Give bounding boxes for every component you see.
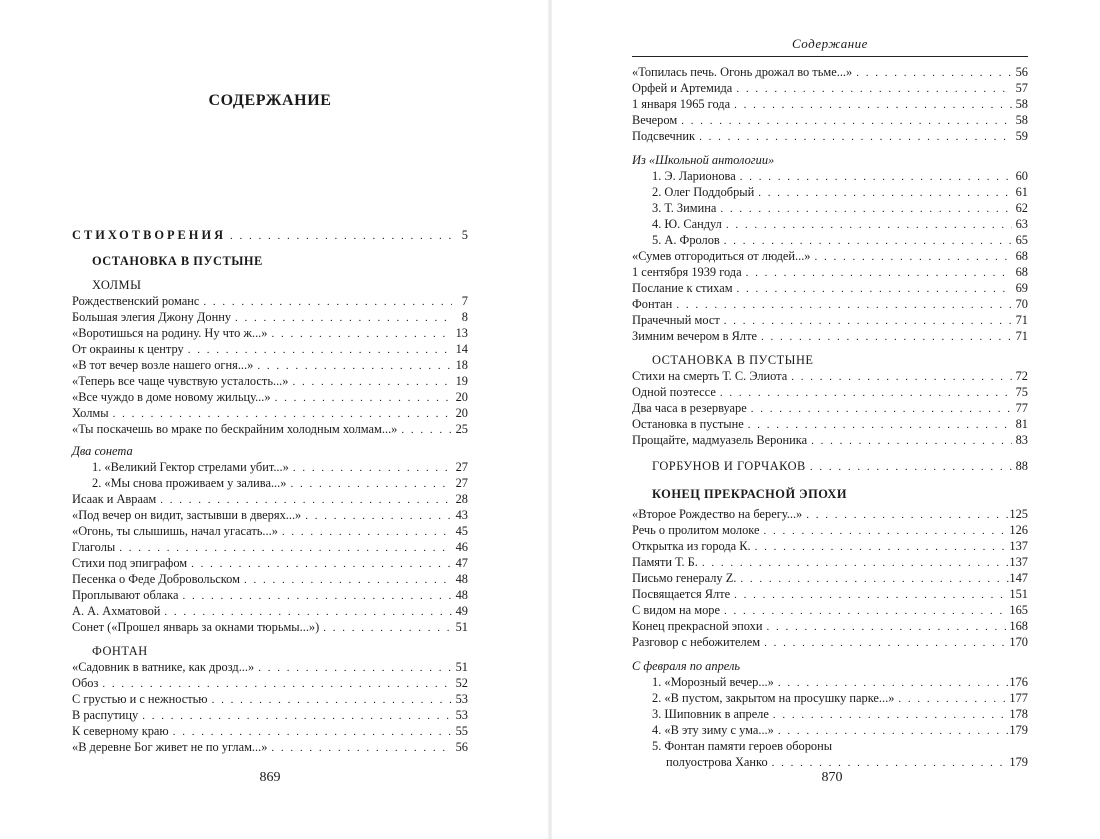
toc-entry-title: 4. «В эту зиму с ума...» xyxy=(652,723,774,737)
toc-page-number: 20 xyxy=(455,390,468,404)
toc-page-number: 58 xyxy=(1015,97,1028,111)
toc-entry-title: Прощайте, мадмуазель Вероника xyxy=(632,433,808,447)
toc-entry[interactable] xyxy=(72,357,468,373)
toc-page-number: 48 xyxy=(455,572,468,586)
right-toc-column xyxy=(632,64,1028,770)
toc-entry-title: Холмы xyxy=(72,406,109,420)
toc-page-number: 56 xyxy=(1015,65,1028,79)
toc-entry[interactable] xyxy=(72,603,468,619)
toc-part-title: СТИХОТВОРЕНИЯ xyxy=(72,228,227,242)
toc-entry[interactable] xyxy=(72,707,468,723)
toc-entry-title: полуострова Ханко xyxy=(666,755,768,769)
toc-entry[interactable] xyxy=(72,491,468,507)
toc-entry[interactable] xyxy=(72,587,468,603)
toc-page-number: 65 xyxy=(1015,233,1028,247)
toc-page-number: 168 xyxy=(1009,619,1028,633)
toc-page-number: 51 xyxy=(455,620,468,634)
toc-entry[interactable] xyxy=(632,722,1028,738)
toc-entry-title: Сонет («Прошел январь за окнами тюрьмы...») xyxy=(72,620,320,634)
toc-page-number: 48 xyxy=(455,588,468,602)
toc-entry-title: 4. Ю. Сандул xyxy=(652,217,722,231)
toc-entry[interactable] xyxy=(72,507,468,523)
toc-page-number: 14 xyxy=(455,342,468,356)
toc-entry-title: Разговор с небожителем xyxy=(632,635,761,649)
toc-entry[interactable] xyxy=(72,389,468,405)
toc-list-fontan xyxy=(72,659,468,755)
toc-entry[interactable] xyxy=(632,618,1028,634)
toc-page-number: 52 xyxy=(455,676,468,690)
toc-entry[interactable] xyxy=(632,216,1028,232)
page-number-left: 869 xyxy=(259,770,281,785)
toc-page-number: 69 xyxy=(1015,281,1028,295)
toc-entry-title: 3. Шиповник в апреле xyxy=(652,707,769,721)
toc-page-number: 126 xyxy=(1009,523,1028,537)
toc-entry-title: Песенка о Феде Добровольском xyxy=(72,572,240,586)
toc-list-dva-soneta xyxy=(72,491,468,635)
toc-entry[interactable] xyxy=(632,690,1028,706)
toc-page-number: 61 xyxy=(1015,185,1028,199)
toc-entry[interactable] xyxy=(632,416,1028,432)
toc-page-number: 176 xyxy=(1009,675,1028,689)
toc-entry-title: Фонтан xyxy=(632,297,673,311)
toc-entry[interactable] xyxy=(632,184,1028,200)
toc-entry[interactable] xyxy=(632,264,1028,280)
toc-entry[interactable] xyxy=(632,384,1028,400)
toc-entry-title: 2. «В пустом, закрытом на просушку парке...» xyxy=(652,691,895,705)
running-head-rule xyxy=(632,56,1028,57)
toc-entry[interactable] xyxy=(632,634,1028,650)
toc-entry[interactable] xyxy=(632,312,1028,328)
toc-entry[interactable] xyxy=(632,232,1028,248)
toc-entry[interactable] xyxy=(632,538,1028,554)
left-toc-column xyxy=(72,227,468,755)
toc-page-number: 83 xyxy=(1015,433,1028,447)
toc-entry-title: «Теперь все чаще чувствую усталость...» xyxy=(72,374,289,388)
toc-part-entry[interactable] xyxy=(72,227,468,243)
toc-entry[interactable] xyxy=(72,555,468,571)
toc-group-heading: ХОЛМЫ xyxy=(92,278,142,292)
toc-entry[interactable] xyxy=(632,522,1028,538)
toc-page-number: 178 xyxy=(1009,707,1028,721)
toc-sublist-dva-soneta xyxy=(72,459,468,491)
toc-page-number: 43 xyxy=(455,508,468,522)
toc-sublist-anthology xyxy=(632,168,1028,248)
toc-page-number: 68 xyxy=(1015,249,1028,263)
toc-entry-title: Открытка из города К. xyxy=(632,539,751,553)
toc-entry[interactable] xyxy=(72,619,468,635)
toc-entry[interactable] xyxy=(72,405,468,421)
page-number-right: 870 xyxy=(821,770,843,785)
toc-page-number: 47 xyxy=(455,556,468,570)
toc-section-heading: ОСТАНОВКА В ПУСТЫНЕ xyxy=(92,254,263,268)
toc-entry-title: Речь о пролитом молоке xyxy=(632,523,760,537)
toc-page-number: 70 xyxy=(1015,297,1028,311)
toc-page-number: 71 xyxy=(1015,329,1028,343)
toc-group-heading: С февраля по апрель xyxy=(632,659,740,673)
toc-entry-title: «Под вечер он видит, застывши в дверях...» xyxy=(72,508,302,522)
toc-page-number: 147 xyxy=(1009,571,1028,585)
toc-page-number: 7 xyxy=(461,294,468,308)
toc-entry-title: Орфей и Артемида xyxy=(632,81,733,95)
toc-page-number: 27 xyxy=(455,476,468,490)
page-title: СОДЕРЖАНИЕ xyxy=(208,92,332,109)
toc-page-number: 77 xyxy=(1015,401,1028,415)
toc-entry-title: Стихи на смерть Т. С. Элиота xyxy=(632,369,788,383)
toc-entry[interactable] xyxy=(632,570,1028,586)
toc-entry[interactable] xyxy=(72,675,468,691)
toc-page-number: 179 xyxy=(1009,755,1028,769)
toc-page-number: 57 xyxy=(1015,81,1028,95)
toc-page-number: 20 xyxy=(455,406,468,420)
toc-entry-title: «Садовник в ватнике, как дрозд...» xyxy=(72,660,255,674)
toc-entry-title: Обоз xyxy=(72,676,99,690)
toc-page-number: 170 xyxy=(1009,635,1028,649)
toc-group-heading: Из «Школьной антологии» xyxy=(632,153,775,167)
toc-entry[interactable] xyxy=(72,723,468,739)
toc-entry-title: 1. «Великий Гектор стрелами убит...» xyxy=(92,460,289,474)
toc-entry[interactable] xyxy=(632,706,1028,722)
toc-entry[interactable] xyxy=(632,554,1028,570)
toc-entry[interactable] xyxy=(632,64,1028,80)
toc-entry[interactable] xyxy=(632,296,1028,312)
toc-entry[interactable] xyxy=(72,373,468,389)
toc-page-number: 81 xyxy=(1015,417,1028,431)
toc-page-number: 59 xyxy=(1015,129,1028,143)
toc-entry[interactable] xyxy=(72,293,468,309)
toc-entry-title: «Все чуждо в доме новому жильцу...» xyxy=(72,390,271,404)
toc-page-number: 46 xyxy=(455,540,468,554)
toc-page-number: 5 xyxy=(461,228,468,242)
toc-entry-line: 5. Фонтан памяти героев обороны xyxy=(652,739,833,753)
toc-entry-title: «В деревне Бог живет не по углам...» xyxy=(72,740,268,754)
toc-page-number: 63 xyxy=(1015,217,1028,231)
toc-list-top xyxy=(632,64,1028,144)
toc-page-number: 60 xyxy=(1015,169,1028,183)
toc-entry[interactable] xyxy=(72,421,468,437)
toc-entry[interactable] xyxy=(72,539,468,555)
toc-list-holmy xyxy=(72,293,468,437)
toc-entry-title: «В тот вечер возле нашего огня...» xyxy=(72,358,254,372)
toc-entry-title: 1 января 1965 года xyxy=(632,97,731,111)
toc-sublist-fevral xyxy=(632,674,1028,738)
toc-page-number: 151 xyxy=(1009,587,1028,601)
toc-entry[interactable] xyxy=(632,112,1028,128)
toc-entry[interactable] xyxy=(72,325,468,341)
toc-entry-title: «Ты поскачешь во мраке по бескрайним холодным холмам...» xyxy=(72,422,398,436)
toc-entry-title: «Сумев отгородиться от людей...» xyxy=(632,249,811,263)
toc-entry-title: Одной поэтессе xyxy=(632,385,716,399)
toc-entry-title: Посвящается Ялте xyxy=(632,587,731,601)
toc-entry[interactable] xyxy=(632,96,1028,112)
toc-entry[interactable] xyxy=(72,523,468,539)
toc-entry-title: А. А. Ахматовой xyxy=(72,604,161,618)
toc-entry-title: Проплывают облака xyxy=(72,588,179,602)
toc-page-number: 13 xyxy=(455,326,468,340)
toc-entry[interactable] xyxy=(632,754,1028,770)
toc-entry[interactable] xyxy=(72,691,468,707)
toc-section-heading: КОНЕЦ ПРЕКРАСНОЙ ЭПОХИ xyxy=(652,487,847,501)
toc-entry-title: «Воротишься на родину. Ну что ж...» xyxy=(72,326,268,340)
toc-page-number: 58 xyxy=(1015,113,1028,127)
toc-entry-title: Глаголы xyxy=(72,540,116,554)
toc-entry[interactable] xyxy=(632,506,1028,522)
toc-page-number: 137 xyxy=(1009,539,1028,553)
toc-entry-title: С грустью и с нежностью xyxy=(72,692,208,706)
toc-page-number: 177 xyxy=(1009,691,1028,705)
toc-entry[interactable] xyxy=(632,400,1028,416)
toc-group-heading: ФОНТАН xyxy=(92,644,148,658)
toc-entry[interactable] xyxy=(632,674,1028,690)
toc-entry[interactable] xyxy=(632,458,1028,474)
toc-page-number: 71 xyxy=(1015,313,1028,327)
toc-page-number: 19 xyxy=(455,374,468,388)
toc-entry-title: К северному краю xyxy=(72,724,169,738)
toc-page-number: 125 xyxy=(1009,507,1028,521)
toc-entry-title: Зимним вечером в Ялте xyxy=(632,329,757,343)
toc-entry-title: Памяти Т. Б. xyxy=(632,555,698,569)
toc-entry-title: Рождественский романс xyxy=(72,294,200,308)
toc-entry-title: От окраины к центру xyxy=(72,342,184,356)
toc-entry-title: С видом на море xyxy=(632,603,721,617)
toc-entry-title: «Топилась печь. Огонь дрожал во тьме...» xyxy=(632,65,853,79)
toc-page-number: 53 xyxy=(455,708,468,722)
toc-entry-title: Два часа в резервуаре xyxy=(632,401,747,415)
toc-page-number: 45 xyxy=(455,524,468,538)
toc-entry[interactable] xyxy=(632,602,1028,618)
toc-page-number: 28 xyxy=(455,492,468,506)
toc-entry-title: Большая элегия Джону Донну xyxy=(72,310,232,324)
toc-entry[interactable] xyxy=(632,586,1028,602)
toc-list-konets xyxy=(632,506,1028,650)
toc-entry-title: 5. А. Фролов xyxy=(652,233,720,247)
toc-page-number: 8 xyxy=(461,310,468,324)
toc-page-number: 49 xyxy=(455,604,468,618)
toc-entry-title: 1. «Морозный вечер...» xyxy=(652,675,774,689)
toc-page-number: 18 xyxy=(455,358,468,372)
toc-page-number: 25 xyxy=(455,422,468,436)
running-head: Содержание xyxy=(792,36,868,51)
toc-entry[interactable] xyxy=(72,459,468,475)
toc-entry-title: 1. Э. Ларионова xyxy=(652,169,736,183)
toc-page-number: 55 xyxy=(455,724,468,738)
toc-page-number: 72 xyxy=(1015,369,1028,383)
toc-page-number: 75 xyxy=(1015,385,1028,399)
toc-page-number: 88 xyxy=(1015,459,1028,473)
toc-page-number: 27 xyxy=(455,460,468,474)
toc-entry-title: Послание к стихам xyxy=(632,281,733,295)
toc-entry-title: Вечером xyxy=(632,113,678,127)
toc-entry[interactable] xyxy=(72,475,468,491)
toc-entry-title: Исаак и Авраам xyxy=(72,492,157,506)
toc-page-number: 53 xyxy=(455,692,468,706)
toc-page-number: 165 xyxy=(1009,603,1028,617)
toc-entry[interactable] xyxy=(72,571,468,587)
toc-entry-title: Остановка в пустыне xyxy=(632,417,744,431)
toc-group-heading: ОСТАНОВКА В ПУСТЫНЕ xyxy=(652,353,814,367)
toc-entry[interactable] xyxy=(632,432,1028,448)
toc-entry-title: «Огонь, ты слышишь, начал угасать...» xyxy=(72,524,278,538)
toc-entry-title: 2. Олег Поддобрый xyxy=(652,185,755,199)
toc-page-number: 51 xyxy=(455,660,468,674)
toc-page-number: 62 xyxy=(1015,201,1028,215)
toc-page-number: 179 xyxy=(1009,723,1028,737)
toc-entry[interactable] xyxy=(632,128,1028,144)
toc-entry[interactable] xyxy=(72,309,468,325)
toc-entry[interactable] xyxy=(72,659,468,675)
toc-entry-title: В распутицу xyxy=(72,708,139,722)
toc-entry-title: Подсвечник xyxy=(632,129,696,143)
toc-entry[interactable] xyxy=(632,248,1028,264)
toc-entry-title: Прачечный мост xyxy=(632,313,720,327)
toc-entry-title: 2. «Мы снова проживаем у залива...» xyxy=(92,476,287,490)
toc-entry[interactable] xyxy=(632,280,1028,296)
toc-entry-title: ГОРБУНОВ И ГОРЧАКОВ xyxy=(652,459,806,473)
toc-entry[interactable] xyxy=(72,341,468,357)
toc-entry-title: 3. Т. Зимина xyxy=(652,201,717,215)
toc-page-number: 137 xyxy=(1009,555,1028,569)
toc-entry-title: Стихи под эпиграфом xyxy=(72,556,188,570)
toc-page-number: 68 xyxy=(1015,265,1028,279)
toc-entry-title: Письмо генералу Z. xyxy=(632,571,737,585)
toc-group-heading: Два сонета xyxy=(72,444,133,458)
toc-list-ostanovka xyxy=(632,368,1028,448)
toc-entry[interactable] xyxy=(632,328,1028,344)
toc-entry[interactable] xyxy=(632,200,1028,216)
toc-entry[interactable] xyxy=(632,80,1028,96)
toc-entry[interactable] xyxy=(632,368,1028,384)
toc-entry[interactable] xyxy=(72,739,468,755)
toc-entry-title: Конец прекрасной эпохи xyxy=(632,619,763,633)
toc-page-number: 56 xyxy=(455,740,468,754)
toc-entry-title: «Второе Рождество на берегу...» xyxy=(632,507,803,521)
toc-list-anthology xyxy=(632,248,1028,344)
toc-entry-title: 1 сентября 1939 года xyxy=(632,265,742,279)
toc-entry[interactable] xyxy=(632,168,1028,184)
